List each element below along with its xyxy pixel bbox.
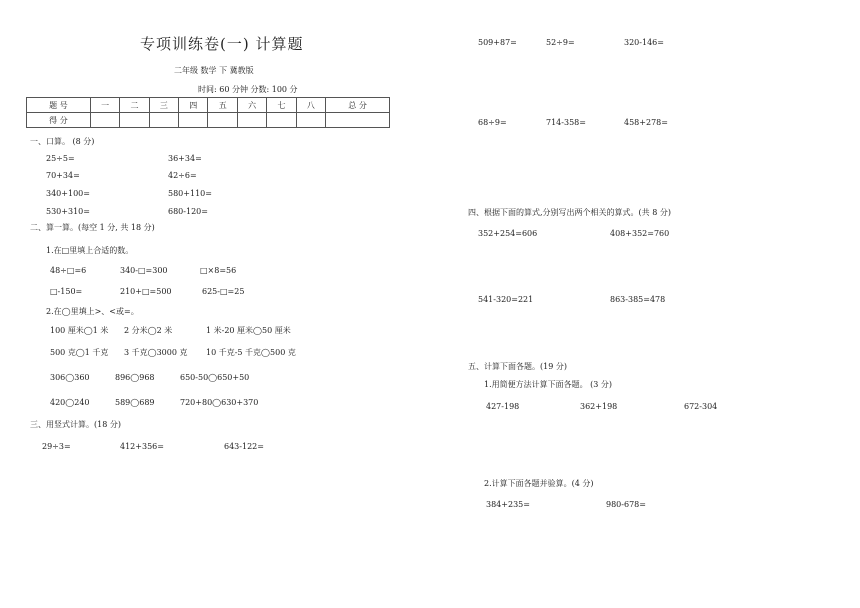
table-cell: 题 号 bbox=[27, 98, 91, 113]
problem: 714-358= bbox=[546, 118, 586, 127]
problem: 352+254=606 bbox=[478, 229, 538, 238]
problem: 362+198 bbox=[580, 402, 618, 411]
score-input-cell[interactable] bbox=[237, 113, 266, 128]
score-table bbox=[26, 97, 390, 128]
problem: 420◯240 bbox=[50, 398, 90, 407]
table-cell: 六 bbox=[237, 98, 266, 113]
problem: 306◯360 bbox=[50, 373, 90, 382]
problem: 48÷□=6 bbox=[50, 266, 87, 275]
problem: 650-50◯650+50 bbox=[180, 373, 250, 382]
question: 1.在□里填上合适的数。 bbox=[46, 246, 134, 255]
problem: 896◯968 bbox=[115, 373, 155, 382]
problem: 36+34= bbox=[168, 154, 202, 163]
problem: □×8=56 bbox=[200, 266, 237, 275]
problem: 672-304 bbox=[684, 402, 718, 411]
problem: 863-385=478 bbox=[610, 295, 666, 304]
problem: 720+80◯630+370 bbox=[180, 398, 259, 407]
problem: 52÷9= bbox=[546, 38, 575, 47]
problem: 29÷3= bbox=[42, 442, 71, 451]
table-cell: 一 bbox=[90, 98, 119, 113]
problem: 25÷5= bbox=[46, 154, 75, 163]
problem: 70+34= bbox=[46, 171, 80, 180]
problem: 541-320=221 bbox=[478, 295, 534, 304]
score-input-cell[interactable] bbox=[179, 113, 208, 128]
problem: 412+356= bbox=[120, 442, 164, 451]
question: 2.在◯里填上>、<或=。 bbox=[46, 307, 139, 316]
problem: 980-678= bbox=[606, 500, 646, 509]
table-cell: 得 分 bbox=[27, 113, 91, 128]
score-input-cell[interactable] bbox=[208, 113, 237, 128]
problem: 530+310= bbox=[46, 207, 90, 216]
problem: 3 千克◯3000 克 bbox=[124, 348, 188, 357]
table-cell: 总 分 bbox=[326, 98, 390, 113]
problem: 68÷9= bbox=[478, 118, 507, 127]
problem: 427-198 bbox=[486, 402, 520, 411]
table-cell: 八 bbox=[296, 98, 325, 113]
section-heading: 三、用竖式计算。(18 分) bbox=[30, 420, 121, 429]
problem: 458+278= bbox=[624, 118, 668, 127]
question: 2.计算下面各题并验算。(4 分) bbox=[484, 479, 594, 488]
problem: 210+□=500 bbox=[120, 287, 172, 296]
table-cell: 三 bbox=[149, 98, 178, 113]
problem: □-150= bbox=[50, 287, 83, 296]
table-cell: 五 bbox=[208, 98, 237, 113]
score-input-cell[interactable] bbox=[267, 113, 296, 128]
score-table-score-row bbox=[27, 113, 390, 128]
score-input-cell[interactable] bbox=[326, 113, 390, 128]
table-cell: 四 bbox=[179, 98, 208, 113]
page-title: 专项训练卷(一) 计算题 bbox=[140, 35, 304, 53]
problem: 509+87= bbox=[478, 38, 517, 47]
score-input-cell[interactable] bbox=[120, 113, 149, 128]
problem: 500 克◯1 千克 bbox=[50, 348, 109, 357]
problem: 1 米-20 厘米◯50 厘米 bbox=[206, 326, 291, 335]
score-input-cell[interactable] bbox=[149, 113, 178, 128]
time-score: 时间: 60 分钟 分数: 100 分 bbox=[198, 85, 298, 94]
section-heading: 一、口算。 (8 分) bbox=[30, 137, 95, 146]
problem: 340-□=300 bbox=[120, 266, 168, 275]
subtitle: 二年级 数学 下 冀教版 bbox=[174, 66, 254, 75]
table-cell: 七 bbox=[267, 98, 296, 113]
problem: 643-122= bbox=[224, 442, 264, 451]
section-heading: 四、根据下面的算式,分别写出两个相关的算式。(共 8 分) bbox=[468, 208, 671, 217]
problem: 340+100= bbox=[46, 189, 90, 198]
problem: 580+110= bbox=[168, 189, 212, 198]
problem: 100 厘米◯1 米 bbox=[50, 326, 109, 335]
problem: 10 千克-5 千克◯500 克 bbox=[206, 348, 296, 357]
problem: 625-□=25 bbox=[202, 287, 245, 296]
problem: 2 分米◯2 米 bbox=[124, 326, 173, 335]
problem: 680-120= bbox=[168, 207, 208, 216]
problem: 42÷6= bbox=[168, 171, 197, 180]
score-table-header-row bbox=[27, 98, 390, 113]
question: 1.用简便方法计算下面各题。 (3 分) bbox=[484, 380, 613, 389]
problem: 384+235= bbox=[486, 500, 530, 509]
section-heading: 二、算一算。(每空 1 分, 共 18 分) bbox=[30, 223, 155, 232]
problem: 408+352=760 bbox=[610, 229, 670, 238]
section-heading: 五、计算下面各题。(19 分) bbox=[468, 362, 567, 371]
score-input-cell[interactable] bbox=[296, 113, 325, 128]
score-input-cell[interactable] bbox=[90, 113, 119, 128]
problem: 589◯689 bbox=[115, 398, 155, 407]
problem: 320-146= bbox=[624, 38, 664, 47]
table-cell: 二 bbox=[120, 98, 149, 113]
